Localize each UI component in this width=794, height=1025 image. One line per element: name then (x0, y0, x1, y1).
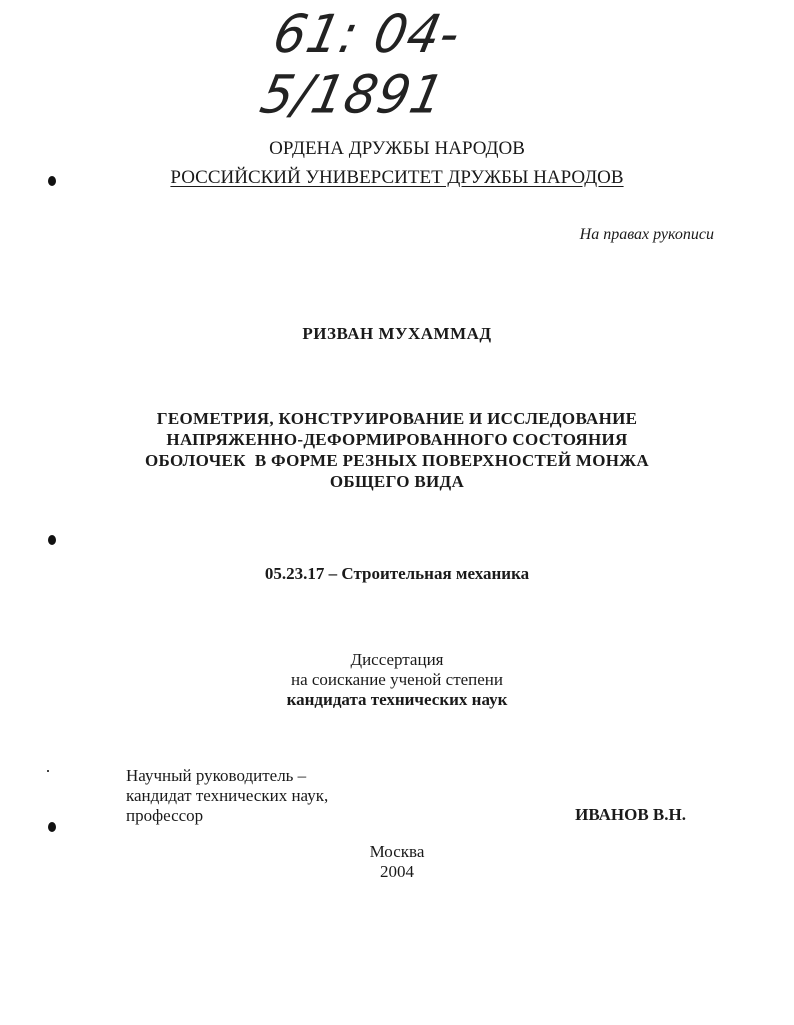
year: 2004 (380, 862, 414, 881)
binding-hole-mark (48, 822, 56, 832)
supervisor-role: Научный руководитель – (126, 766, 307, 785)
title-line: ОБОЛОЧЕК В ФОРМЕ РЕЗНЫХ ПОВЕРХНОСТЕЙ МОНЖА (145, 451, 649, 470)
city: Москва (369, 842, 425, 861)
specialty-code: 05.23.17 – Строительная механика (264, 564, 530, 583)
binding-hole-mark (48, 535, 56, 545)
degree-name: кандидата технических наук (286, 690, 508, 709)
title-line: ОБЩЕГО ВИДА (329, 472, 465, 491)
handwritten-archive-number: 61: 04-5/1891 (255, 3, 467, 126)
author-name: РИЗВАН МУХАММАД (302, 324, 492, 343)
dissertation-label: Диссертация (350, 650, 444, 669)
supervisor-name: ИВАНОВ В.Н. (575, 805, 686, 824)
title-line: ГЕОМЕТРИЯ, КОНСТРУИРОВАНИЕ И ИССЛЕДОВАНИЕ (156, 409, 638, 428)
supervisor-title: профессор (126, 806, 204, 825)
order-heading: ОРДЕНА ДРУЖБЫ НАРОДОВ (269, 138, 525, 159)
dissertation-title (0, 408, 794, 492)
university-name: РОССИЙСКИЙ УНИВЕРСИТЕТ ДРУЖБЫ НАРОДОВ (170, 167, 624, 188)
supervisor-degree: кандидат технических наук, (126, 786, 329, 805)
supervisor-block (126, 766, 328, 826)
rights-note: На правах рукописи (579, 226, 714, 243)
city-year (0, 842, 794, 882)
degree-purpose: на соискание ученой степени (290, 670, 504, 689)
scan-speck (47, 770, 49, 772)
dissertation-type (0, 650, 794, 710)
title-line: НАПРЯЖЕННО-ДЕФОРМИРОВАННОГО СОСТОЯНИЯ (166, 430, 628, 449)
binding-hole-mark (48, 176, 56, 186)
university-heading (0, 167, 794, 189)
